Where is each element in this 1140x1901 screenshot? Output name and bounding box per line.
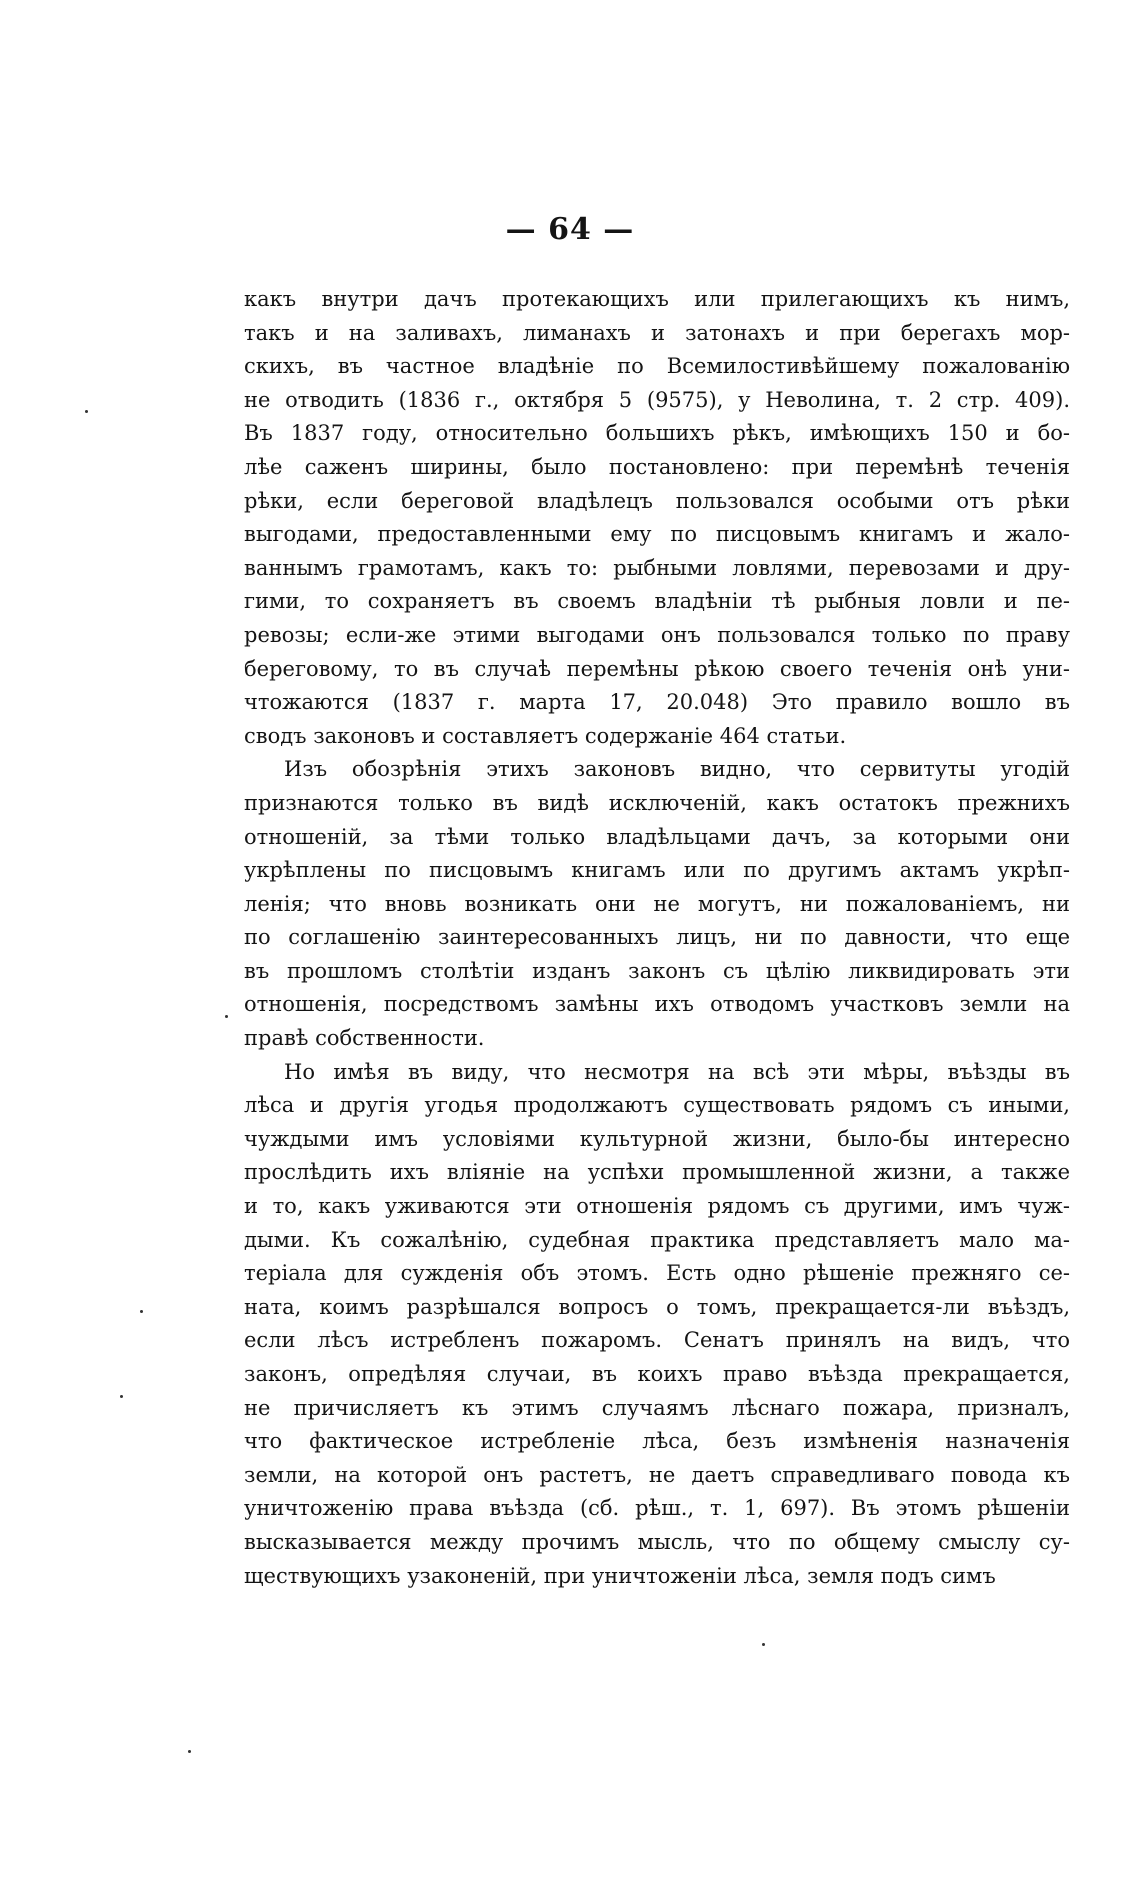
text-line: Въ 1837 году, относительно большихъ рѣкъ, имѣющихъ 150 и бо- [244,421,1070,446]
text-line: земли, на которой онъ растетъ, не даетъ справедливаго повода къ [244,1462,1070,1487]
paragraph [244,283,1070,753]
text-line: если лѣсъ истребленъ пожаромъ. Сенатъ принялъ на видъ, что [244,1328,1070,1353]
scan-speck [762,1643,765,1646]
text-line: рѣки, если береговой владѣлецъ пользовался особыми отъ рѣки [244,488,1070,513]
text-line: и то, какъ уживаются эти отношенія рядомъ съ другими, имъ чуж- [244,1194,1070,1219]
text-line: отношеній, за тѣми только владѣльцами дачъ, за которыми они [244,824,1070,849]
text-line: какъ внутри дачъ протекающихъ или прилегающихъ къ нимъ, [244,287,1070,311]
text-line: лѣса и другія угодья продолжаютъ существовать рядомъ съ иными, [244,1093,1070,1118]
text-line: законъ, опредѣляя случаи, въ коихъ право въѣзда прекращается, [244,1362,1070,1386]
text-line: укрѣплены по писцовымъ книгамъ или по другимъ актамъ укрѣп- [244,858,1070,883]
scan-speck [120,1395,123,1398]
text-line: въ прошломъ столѣтіи изданъ законъ съ цѣлію ликвидировать эти [244,958,1070,983]
text-line: по соглашенію заинтересованныхъ лицъ, ни по давности, что еще [244,925,1070,950]
scan-speck [140,1310,143,1313]
text-line: уничтоженію права въѣзда (сб. рѣш., т. 1, 697). Въ этомъ рѣшеніи [244,1496,1070,1521]
text-line: не отводить (1836 г., октября 5 (9575), у Неволина, т. 2 стр. 409). [244,387,1070,412]
text-line: правѣ собственности. [244,1026,485,1051]
text-line: что фактическое истребленіе лѣса, безъ измѣненія назначенія [244,1429,1070,1454]
scan-speck [188,1750,191,1753]
text-line: теріала для сужденія объ этомъ. Есть одно рѣшеніе прежняго се- [244,1261,1070,1286]
text-line: ревозы; если-же этими выгодами онъ пользовался только по праву [244,622,1070,647]
text-line: сводъ законовъ и составляетъ содержаніе 464 статьи. [244,723,847,748]
page-number: — 64 — [505,212,635,247]
paragraph [244,1056,1070,1594]
text-line: признаются только въ видѣ исключеній, какъ остатокъ прежнихъ [244,790,1070,815]
scan-speck [225,1015,228,1018]
text-line: отношенія, посредствомъ замѣны ихъ отводомъ участковъ земли на [244,992,1070,1017]
text-line: береговому, то въ случаѣ перемѣны рѣкою своего теченія онѣ уни- [244,656,1070,681]
scan-speck [85,410,88,413]
text-line: прослѣдить ихъ вліяніе на успѣхи промышленной жизни, а также [244,1160,1070,1185]
text-line: чуждыми имъ условіями культурной жизни, было-бы интересно [244,1126,1070,1151]
text-line: ваннымъ грамотамъ, какъ то: рыбными ловлями, перевозами и дру- [244,555,1070,580]
text-line: ленія; что вновь возникать они не могутъ, ни пожалованіемъ, ни [244,891,1070,916]
document-body [244,283,1070,1593]
text-line: выгодами, предоставленными ему по писцовымъ книгамъ и жало- [244,522,1070,547]
paragraph [244,753,1070,1055]
text-line: ната, коимъ разрѣшался вопросъ о томъ, прекращается-ли въѣздъ, [244,1294,1070,1319]
text-line: гими, то сохраняетъ въ своемъ владѣніи тѣ рыбныя ловли и пе- [244,589,1070,614]
text-line: скихъ, въ частное владѣніе по Всемилостивѣйшему пожалованію [244,354,1070,379]
text-line: Но имѣя въ виду, что несмотря на всѣ эти мѣры, въѣзды въ [284,1059,1070,1084]
text-line: такъ и на заливахъ, лиманахъ и затонахъ и при берегахъ мор- [244,320,1070,345]
text-line: Изъ обозрѣнія этихъ законовъ видно, что сервитуты угодій [284,757,1070,782]
text-line: не причисляетъ къ этимъ случаямъ лѣснаго пожара, призналъ, [244,1395,1070,1420]
text-line: лѣе саженъ ширины, было постановлено: при перемѣнѣ теченія [244,454,1070,479]
text-line: ществующихъ узаконеній, при уничтоженіи лѣса, земля подъ симъ [244,1563,996,1588]
text-line: высказывается между прочимъ мысль, что по общему смыслу су- [244,1529,1070,1554]
text-line: дыми. Къ сожалѣнію, судебная практика представляетъ мало ма- [244,1227,1070,1252]
text-line: чтожаются (1837 г. марта 17, 20.048) Это правило вошло въ [244,690,1070,715]
